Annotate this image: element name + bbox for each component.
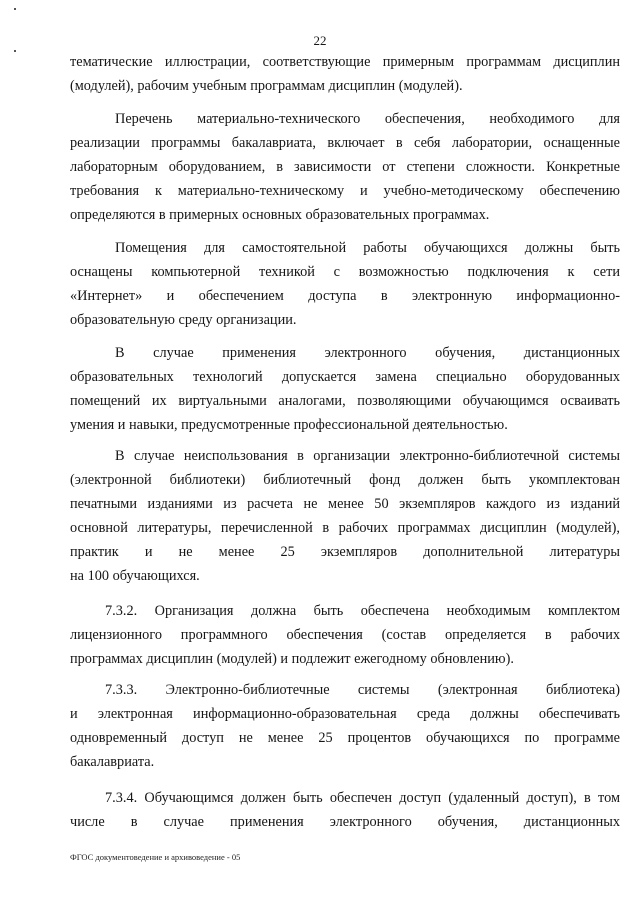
text-line: умения и навыки, предусмотренные профессиональной деятельностью.: [70, 417, 508, 433]
text-line: основной литературы, перечисленной в рабочих программах дисциплин (модулей),: [70, 520, 620, 536]
text-line: бакалавриата.: [70, 754, 155, 770]
scan-mark: [14, 8, 16, 10]
page-number: 22: [313, 33, 327, 48]
text-line: (электронной библиотеки) библиотечный фонд должен быть укомплектован: [70, 472, 620, 488]
paragraph-library-fund: [70, 444, 620, 588]
paragraph-material-base: [70, 107, 620, 227]
text-line: 7.3.3. Электронно-библиотечные системы (электронная библиотека): [105, 682, 620, 698]
paragraph-self-study-rooms: [70, 236, 620, 332]
scan-mark: [14, 50, 16, 52]
text-line: образовательных технологий допускается замена специально оборудованных: [70, 369, 620, 385]
paragraph-section-7-3-2: [70, 599, 620, 671]
text-line: В случае неиспользования в организации электронно-библиотечной системы: [115, 448, 620, 464]
paragraph-e-learning: [70, 341, 620, 437]
text-line: и электронная информационно-образовательная среда должны обеспечивать: [70, 706, 620, 722]
paragraph-section-7-3-3: [70, 678, 620, 774]
text-line: 7.3.4. Обучающимся должен быть обеспечен доступ (удаленный доступ), в том: [105, 790, 620, 806]
text-line: программах дисциплин (модулей) и подлежит ежегодному обновлению).: [70, 651, 514, 667]
text-line: определяются в примерных основных образовательных программах.: [70, 207, 490, 223]
text-line: оснащены компьютерной техникой с возможностью подключения к сети: [70, 264, 620, 280]
text-line: требования к материально-техническому и учебно-методическому обеспечению: [70, 183, 620, 199]
text-line: образовательную среду организации.: [70, 312, 297, 328]
text-line: одновременный доступ не менее 25 процентов обучающихся по программе: [70, 730, 620, 746]
text-line: печатными изданиями из расчета не менее 50 экземпляров каждого из изданий: [70, 496, 620, 512]
text-line: Помещения для самостоятельной работы обучающихся должны быть: [115, 240, 620, 256]
text-line: (модулей), рабочим учебным программам дисциплин (модулей).: [70, 78, 463, 94]
text-line: практик и не менее 25 экземпляров дополнительной литературы: [70, 544, 620, 560]
text-line: Перечень материально-технического обеспечения, необходимого для: [115, 111, 620, 127]
text-line: помещений их виртуальными аналогами, позволяющими обучающимся осваивать: [70, 393, 620, 409]
text-line: лабораторным оборудованием, в зависимости от степени сложности. Конкретные: [70, 159, 620, 175]
text-line: «Интернет» и обеспечением доступа в электронную информационно-: [70, 288, 620, 304]
text-line: числе в случае применения электронного обучения, дистанционных: [70, 814, 620, 830]
text-line: В случае применения электронного обучения, дистанционных: [115, 345, 620, 361]
paragraph-section-7-3-4: [70, 786, 620, 834]
text-line: 7.3.2. Организация должна быть обеспечена необходимым комплектом: [105, 603, 620, 619]
text-line: лицензионного программного обеспечения (состав определяется в рабочих: [70, 627, 620, 643]
paragraph-intro-continuation: [70, 50, 620, 98]
text-line: тематические иллюстрации, соответствующие примерным программам дисциплин: [70, 54, 620, 70]
text-line: реализации программы бакалавриата, включает в себя лаборатории, оснащенные: [70, 135, 620, 151]
text-line: на 100 обучающихся.: [70, 568, 200, 584]
footer-text: ФГОС документоведение и архивоведение - 05: [70, 852, 241, 862]
